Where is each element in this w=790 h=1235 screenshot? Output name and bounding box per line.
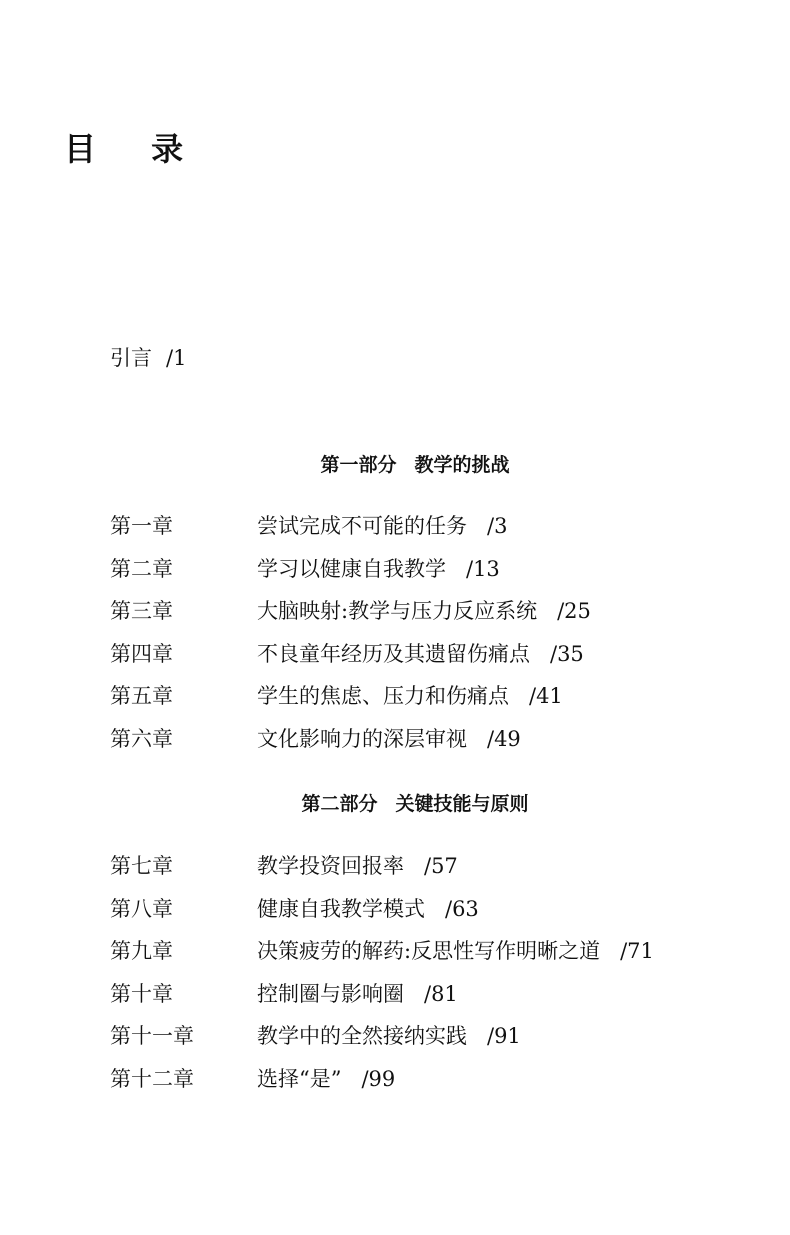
chapter-number: 第八章 xyxy=(110,896,173,921)
chapter-page-number: /3 xyxy=(487,514,508,538)
chapter-title: 学生的焦虑、压力和伤痛点 xyxy=(257,684,509,708)
chapter-page-number: /13 xyxy=(466,556,500,581)
chapter-number: 第四章 xyxy=(110,641,173,666)
chapter-title: 文化影响力的深层审视 xyxy=(257,726,467,751)
chapter-number: 第六章 xyxy=(110,726,173,751)
toc-entry-chapter-4 xyxy=(110,638,750,681)
toc-entry-chapter-3 xyxy=(110,595,750,638)
toc-entry-chapter-7 xyxy=(110,850,750,893)
chapter-page-number: /49 xyxy=(487,726,521,751)
chapter-number: 第二章 xyxy=(110,556,173,581)
part-heading-1 xyxy=(0,451,790,479)
toc-entry-intro xyxy=(110,343,186,373)
chapter-number: 第十一章 xyxy=(110,1024,194,1048)
intro-label: 引言 xyxy=(110,346,152,370)
toc-entry-chapter-9 xyxy=(110,935,750,978)
chapter-page-number: /71 xyxy=(620,939,654,963)
chapter-title: 尝试完成不可能的任务 xyxy=(257,514,467,538)
chapter-title: 大脑映射:教学与压力反应系统 xyxy=(257,599,538,623)
chapter-title: 不良童年经历及其遗留伤痛点 xyxy=(257,641,530,666)
chapter-page-number: /81 xyxy=(424,981,458,1006)
part-name: 教学的挑战 xyxy=(414,454,510,476)
intro-page-number: /1 xyxy=(166,346,187,370)
toc-entry-chapter-6 xyxy=(110,723,750,766)
chapter-number: 第五章 xyxy=(110,684,173,708)
chapter-number: 第九章 xyxy=(110,939,173,963)
toc-list-part-2 xyxy=(110,850,750,1105)
toc-entry-chapter-11 xyxy=(110,1020,750,1063)
part-name: 关键技能与原则 xyxy=(395,793,529,815)
toc-entry-chapter-10 xyxy=(110,978,750,1021)
part-heading-2 xyxy=(0,790,790,818)
chapter-page-number: /91 xyxy=(487,1024,521,1048)
toc-entry-chapter-2 xyxy=(110,553,750,596)
chapter-number: 第十二章 xyxy=(110,1066,194,1091)
chapter-page-number: /57 xyxy=(424,854,458,878)
chapter-title: 选择“是” xyxy=(257,1066,342,1091)
chapter-page-number: /41 xyxy=(529,684,563,708)
chapter-page-number: /25 xyxy=(557,599,591,623)
chapter-title: 决策疲劳的解药:反思性写作明晰之道 xyxy=(257,939,601,963)
chapter-number: 第七章 xyxy=(110,854,173,878)
chapter-title: 健康自我教学模式 xyxy=(257,896,425,921)
chapter-number: 第三章 xyxy=(110,599,173,623)
toc-entry-chapter-1 xyxy=(110,510,750,553)
toc-entry-chapter-12 xyxy=(110,1063,750,1106)
toc-list-part-1 xyxy=(110,510,750,765)
chapter-number: 第一章 xyxy=(110,514,173,538)
chapter-page-number: /99 xyxy=(361,1066,396,1091)
toc-entry-chapter-8 xyxy=(110,893,750,936)
chapter-title: 控制圈与影响圈 xyxy=(257,981,404,1006)
chapter-page-number: /35 xyxy=(550,641,584,666)
chapter-title: 教学投资回报率 xyxy=(257,854,404,878)
chapter-page-number: /63 xyxy=(445,896,479,921)
part-number: 第二部分 xyxy=(301,793,378,815)
chapter-title: 学习以健康自我教学 xyxy=(257,556,446,581)
chapter-number: 第十章 xyxy=(110,981,173,1006)
chapter-title: 教学中的全然接纳实践 xyxy=(257,1024,467,1048)
toc-entry-chapter-5 xyxy=(110,680,750,723)
page-title: 目 录 xyxy=(64,130,206,168)
part-number: 第一部分 xyxy=(320,454,397,476)
